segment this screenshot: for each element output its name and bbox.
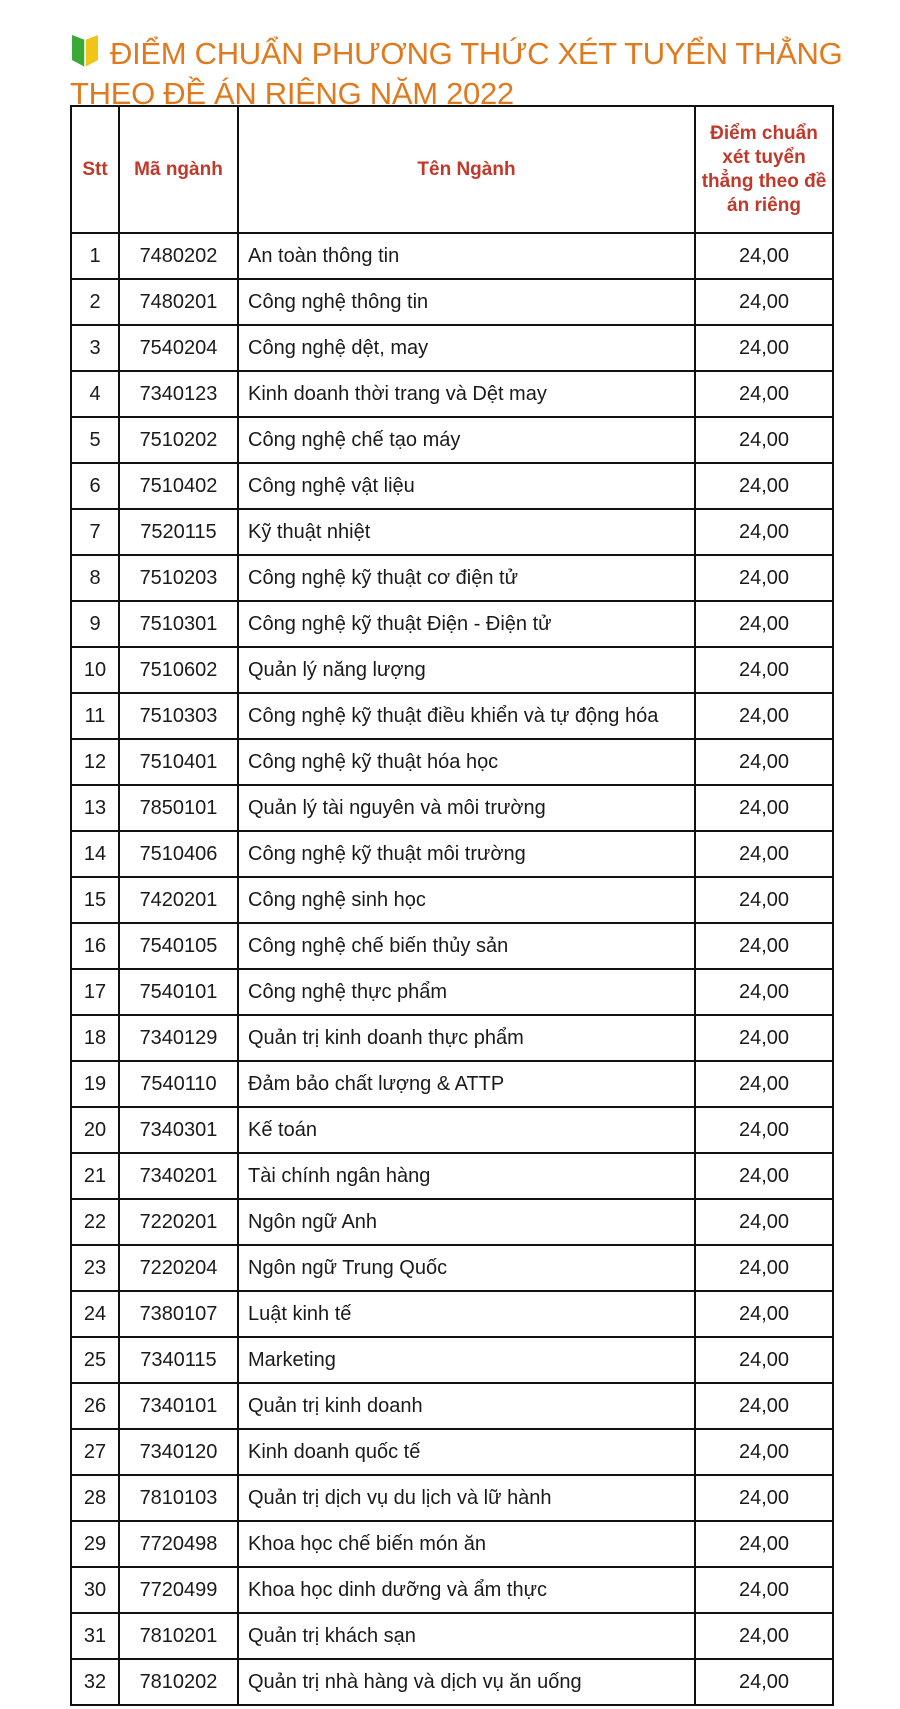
- cell-name: Ngôn ngữ Anh: [238, 1199, 695, 1245]
- cell-code: 7340120: [119, 1429, 238, 1475]
- cell-name: Quản trị kinh doanh: [238, 1383, 695, 1429]
- cell-name: Công nghệ kỹ thuật hóa học: [238, 739, 695, 785]
- table-row: [71, 463, 833, 509]
- header-code: Mã ngành: [119, 106, 238, 233]
- cell-stt: 1: [71, 233, 119, 279]
- header-stt: Stt: [71, 106, 119, 233]
- cell-name: Kỹ thuật nhiệt: [238, 509, 695, 555]
- cell-code: 7510406: [119, 831, 238, 877]
- table-row: [71, 601, 833, 647]
- page-title: [70, 34, 890, 112]
- cell-score: 24,00: [695, 1567, 833, 1613]
- table-row: [71, 233, 833, 279]
- cell-score: 24,00: [695, 739, 833, 785]
- cell-stt: 20: [71, 1107, 119, 1153]
- cell-stt: 9: [71, 601, 119, 647]
- cell-name: Quản lý năng lượng: [238, 647, 695, 693]
- cell-name: Quản trị dịch vụ du lịch và lữ hành: [238, 1475, 695, 1521]
- table-row: [71, 325, 833, 371]
- table-row: [71, 1199, 833, 1245]
- table-row: [71, 923, 833, 969]
- cell-code: 7720498: [119, 1521, 238, 1567]
- table-row: [71, 647, 833, 693]
- cell-stt: 28: [71, 1475, 119, 1521]
- cell-score: 24,00: [695, 1659, 833, 1705]
- cell-score: 24,00: [695, 877, 833, 923]
- cell-stt: 4: [71, 371, 119, 417]
- cell-code: 7480201: [119, 279, 238, 325]
- cell-score: 24,00: [695, 1199, 833, 1245]
- cell-score: 24,00: [695, 279, 833, 325]
- table-row: [71, 1613, 833, 1659]
- cell-name: Marketing: [238, 1337, 695, 1383]
- cell-name: Khoa học dinh dưỡng và ẩm thực: [238, 1567, 695, 1613]
- cell-code: 7420201: [119, 877, 238, 923]
- cell-score: 24,00: [695, 509, 833, 555]
- cell-score: 24,00: [695, 1061, 833, 1107]
- cell-score: 24,00: [695, 693, 833, 739]
- page-title-text: ĐIỂM CHUẨN PHƯƠNG THỨC XÉT TUYỂN THẲNG THEO ĐỀ ÁN RIÊNG NĂM 2022: [70, 36, 843, 111]
- cell-score: 24,00: [695, 1383, 833, 1429]
- cell-stt: 11: [71, 693, 119, 739]
- cell-code: 7510602: [119, 647, 238, 693]
- cell-code: 7220201: [119, 1199, 238, 1245]
- cell-score: 24,00: [695, 1245, 833, 1291]
- cell-name: Kinh doanh thời trang và Dệt may: [238, 371, 695, 417]
- cell-name: Công nghệ thực phẩm: [238, 969, 695, 1015]
- cell-stt: 26: [71, 1383, 119, 1429]
- cell-score: 24,00: [695, 1107, 833, 1153]
- cell-code: 7220204: [119, 1245, 238, 1291]
- table-row: [71, 1659, 833, 1705]
- cell-score: 24,00: [695, 371, 833, 417]
- cell-name: Kinh doanh quốc tế: [238, 1429, 695, 1475]
- cell-stt: 23: [71, 1245, 119, 1291]
- cell-name: Công nghệ kỹ thuật Điện - Điện tử: [238, 601, 695, 647]
- table-row: [71, 785, 833, 831]
- table-body: [71, 233, 833, 1705]
- cell-code: 7720499: [119, 1567, 238, 1613]
- cell-code: 7510401: [119, 739, 238, 785]
- cell-stt: 17: [71, 969, 119, 1015]
- cell-code: 7510202: [119, 417, 238, 463]
- cell-score: 24,00: [695, 1291, 833, 1337]
- header-name: Tên Ngành: [238, 106, 695, 233]
- table-row: [71, 555, 833, 601]
- cell-name: Công nghệ kỹ thuật điều khiển và tự động hóa: [238, 693, 695, 739]
- cell-score: 24,00: [695, 463, 833, 509]
- cell-stt: 15: [71, 877, 119, 923]
- cell-stt: 2: [71, 279, 119, 325]
- cell-name: Công nghệ dệt, may: [238, 325, 695, 371]
- cell-code: 7510402: [119, 463, 238, 509]
- cell-score: 24,00: [695, 923, 833, 969]
- cell-score: 24,00: [695, 555, 833, 601]
- table-row: [71, 1107, 833, 1153]
- table-row: [71, 1521, 833, 1567]
- cell-name: Quản lý tài nguyên và môi trường: [238, 785, 695, 831]
- table-header-row: [71, 106, 833, 233]
- cell-name: Tài chính ngân hàng: [238, 1153, 695, 1199]
- cell-name: Quản trị nhà hàng và dịch vụ ăn uống: [238, 1659, 695, 1705]
- cell-code: 7810103: [119, 1475, 238, 1521]
- table-row: [71, 417, 833, 463]
- cell-score: 24,00: [695, 785, 833, 831]
- header-score: Điểm chuẩn xét tuyển thẳng theo đề án riêng: [695, 106, 833, 233]
- cell-name: Công nghệ thông tin: [238, 279, 695, 325]
- cell-stt: 30: [71, 1567, 119, 1613]
- cell-stt: 22: [71, 1199, 119, 1245]
- cell-stt: 8: [71, 555, 119, 601]
- cell-code: 7510303: [119, 693, 238, 739]
- cell-stt: 6: [71, 463, 119, 509]
- cell-stt: 13: [71, 785, 119, 831]
- cell-code: 7380107: [119, 1291, 238, 1337]
- cell-stt: 19: [71, 1061, 119, 1107]
- beginner-badge-icon: [70, 34, 100, 76]
- cell-name: Luật kinh tế: [238, 1291, 695, 1337]
- score-table-container: [70, 105, 834, 1706]
- table-row: [71, 509, 833, 555]
- cell-score: 24,00: [695, 1429, 833, 1475]
- table-row: [71, 1567, 833, 1613]
- cell-stt: 29: [71, 1521, 119, 1567]
- cell-score: 24,00: [695, 1475, 833, 1521]
- cell-stt: 32: [71, 1659, 119, 1705]
- cell-stt: 7: [71, 509, 119, 555]
- table-row: [71, 1153, 833, 1199]
- cell-score: 24,00: [695, 233, 833, 279]
- cell-score: 24,00: [695, 325, 833, 371]
- table-row: [71, 831, 833, 877]
- cell-score: 24,00: [695, 1015, 833, 1061]
- table-row: [71, 1383, 833, 1429]
- cell-score: 24,00: [695, 1153, 833, 1199]
- cell-stt: 16: [71, 923, 119, 969]
- cell-stt: 25: [71, 1337, 119, 1383]
- table-row: [71, 1429, 833, 1475]
- cell-code: 7340301: [119, 1107, 238, 1153]
- table-row: [71, 1061, 833, 1107]
- cell-name: Công nghệ kỹ thuật môi trường: [238, 831, 695, 877]
- cell-stt: 18: [71, 1015, 119, 1061]
- cell-name: Quản trị khách sạn: [238, 1613, 695, 1659]
- cell-code: 7540110: [119, 1061, 238, 1107]
- cell-score: 24,00: [695, 601, 833, 647]
- cell-code: 7340123: [119, 371, 238, 417]
- table-row: [71, 279, 833, 325]
- cell-code: 7510203: [119, 555, 238, 601]
- cell-stt: 24: [71, 1291, 119, 1337]
- cell-code: 7340201: [119, 1153, 238, 1199]
- cell-score: 24,00: [695, 1613, 833, 1659]
- table-row: [71, 693, 833, 739]
- cell-name: Đảm bảo chất lượng & ATTP: [238, 1061, 695, 1107]
- cell-score: 24,00: [695, 831, 833, 877]
- cell-code: 7340115: [119, 1337, 238, 1383]
- table-row: [71, 1475, 833, 1521]
- cell-score: 24,00: [695, 417, 833, 463]
- cell-name: Công nghệ chế tạo máy: [238, 417, 695, 463]
- table-row: [71, 877, 833, 923]
- cell-name: Quản trị kinh doanh thực phẩm: [238, 1015, 695, 1061]
- cell-stt: 12: [71, 739, 119, 785]
- cell-stt: 31: [71, 1613, 119, 1659]
- cell-name: Công nghệ chế biến thủy sản: [238, 923, 695, 969]
- cell-code: 7340101: [119, 1383, 238, 1429]
- cell-score: 24,00: [695, 647, 833, 693]
- score-table: [70, 105, 834, 1706]
- table-row: [71, 371, 833, 417]
- cell-code: 7540101: [119, 969, 238, 1015]
- cell-code: 7540105: [119, 923, 238, 969]
- cell-code: 7540204: [119, 325, 238, 371]
- cell-stt: 5: [71, 417, 119, 463]
- cell-score: 24,00: [695, 1521, 833, 1567]
- cell-code: 7340129: [119, 1015, 238, 1061]
- cell-name: Công nghệ sinh học: [238, 877, 695, 923]
- cell-stt: 10: [71, 647, 119, 693]
- table-row: [71, 1291, 833, 1337]
- cell-code: 7810202: [119, 1659, 238, 1705]
- table-row: [71, 969, 833, 1015]
- cell-code: 7850101: [119, 785, 238, 831]
- cell-name: Khoa học chế biến món ăn: [238, 1521, 695, 1567]
- table-row: [71, 1337, 833, 1383]
- cell-name: Công nghệ vật liệu: [238, 463, 695, 509]
- cell-score: 24,00: [695, 1337, 833, 1383]
- cell-code: 7810201: [119, 1613, 238, 1659]
- cell-stt: 27: [71, 1429, 119, 1475]
- cell-name: An toàn thông tin: [238, 233, 695, 279]
- cell-name: Kế toán: [238, 1107, 695, 1153]
- cell-name: Công nghệ kỹ thuật cơ điện tử: [238, 555, 695, 601]
- cell-score: 24,00: [695, 969, 833, 1015]
- cell-stt: 14: [71, 831, 119, 877]
- cell-code: 7480202: [119, 233, 238, 279]
- cell-stt: 21: [71, 1153, 119, 1199]
- table-row: [71, 1015, 833, 1061]
- cell-code: 7510301: [119, 601, 238, 647]
- cell-code: 7520115: [119, 509, 238, 555]
- table-row: [71, 739, 833, 785]
- table-row: [71, 1245, 833, 1291]
- cell-name: Ngôn ngữ Trung Quốc: [238, 1245, 695, 1291]
- cell-stt: 3: [71, 325, 119, 371]
